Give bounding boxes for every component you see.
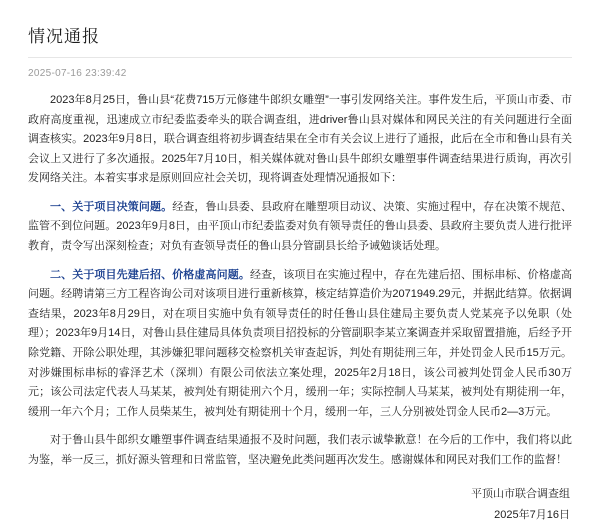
section-two-heading: 二、关于项目先建后招、价格虚高问题。 — [50, 268, 250, 281]
signature-block — [28, 484, 572, 526]
section-two-text: 经查，该项目在实施过程中，存在先建后招、围标串标、价格虚高问题。经聘请第三方工程咨询公司对该项目进行重新核算，核定结算造价为2071949.29元，并据此结算。依据调查结果，2023年8月29日，对在项目实施中负有领导责任的时任鲁山县住建局主要负责人党某亮予以免职（处理）；2023年9月14日，对鲁山县住建局具体负责项目招投标的分管副职李某立案调查并采取留置措施，后经予开除党籍、开除公职处理，其涉嫌犯罪问题移交检察机关审查起诉，判处有期徒刑三年，并处罚金人民币15万元。对涉嫌围标串标的睿泽艺术（深圳）有限公司依法立案处理，2025年2月18日，该公司被判处罚金人民币30万元；该公司法定代表人马某某，被判处有期徒刑六个月，缓刑一年；实际控制人马某某，被判处有期徒刑一年，缓刑一年六个月；工作人员柴某生，被判处有期徒刑十个月，缓刑一年，三人分别被处罚金人民币2—3万元。 — [28, 268, 573, 418]
signature-organization: 平顶山市联合调查组 — [471, 488, 570, 501]
section-one-heading: 一、关于项目决策问题。 — [50, 200, 173, 213]
paragraph-section-one — [28, 198, 572, 257]
signature-date: 2025年7月16日 — [494, 509, 570, 522]
paragraph-intro — [28, 91, 572, 189]
paragraph-section-two — [28, 266, 572, 423]
title-divider — [28, 57, 572, 58]
paragraph-closing-text: 对于鲁山县牛郎织女雕塑事件调查结果通报不及时问题，我们表示诚挚歉意！在今后的工作中，我们将以此为鉴，举一反三，抓好源头管理和日常监管，坚决避免此类问题再次发生。感谢媒体和网民对我们工作的监督！ — [28, 434, 572, 466]
paragraph-closing — [28, 431, 572, 470]
page-title: 情况通报 — [28, 27, 100, 46]
section-one-text: 经查，鲁山县委、县政府在雕塑项目动议、决策、实施过程中，存在决策不规范、监管不到位问题。2023年9月8日，由平顶山市纪委监委对负有领导责任的鲁山县委、县政府主要负责人进行批评教育，责令写出深刻检查；对负有查领导责任的鲁山县分管副县长给予诫勉谈话处理。 — [28, 200, 573, 253]
paragraph-intro-text: 2023年8月25日，鲁山县“花费715万元修建牛郎织女雕塑”一事引发网络关注。事件发生后，平顶山市委、市政府高度重视，迅速成立市纪委监委牵头的联合调查组，进driver鲁山县对媒体和网民关注的有关问题进行全面调查核实。2023年9月8日，联合调查组将初步调查结果在全市有关会议上进行了通报，此后在全市和鲁山县有关会议上又进行了多次通报。2025年7月10日，相关媒体就对鲁山县牛郎织女雕塑事件调查结果进行质询，再次引发网络关注。本着实事求是原则回应社会关切，现将调查处理情况通报如下： — [28, 94, 572, 185]
publish-timestamp: 2025-07-16 23:39:42 — [28, 68, 127, 79]
